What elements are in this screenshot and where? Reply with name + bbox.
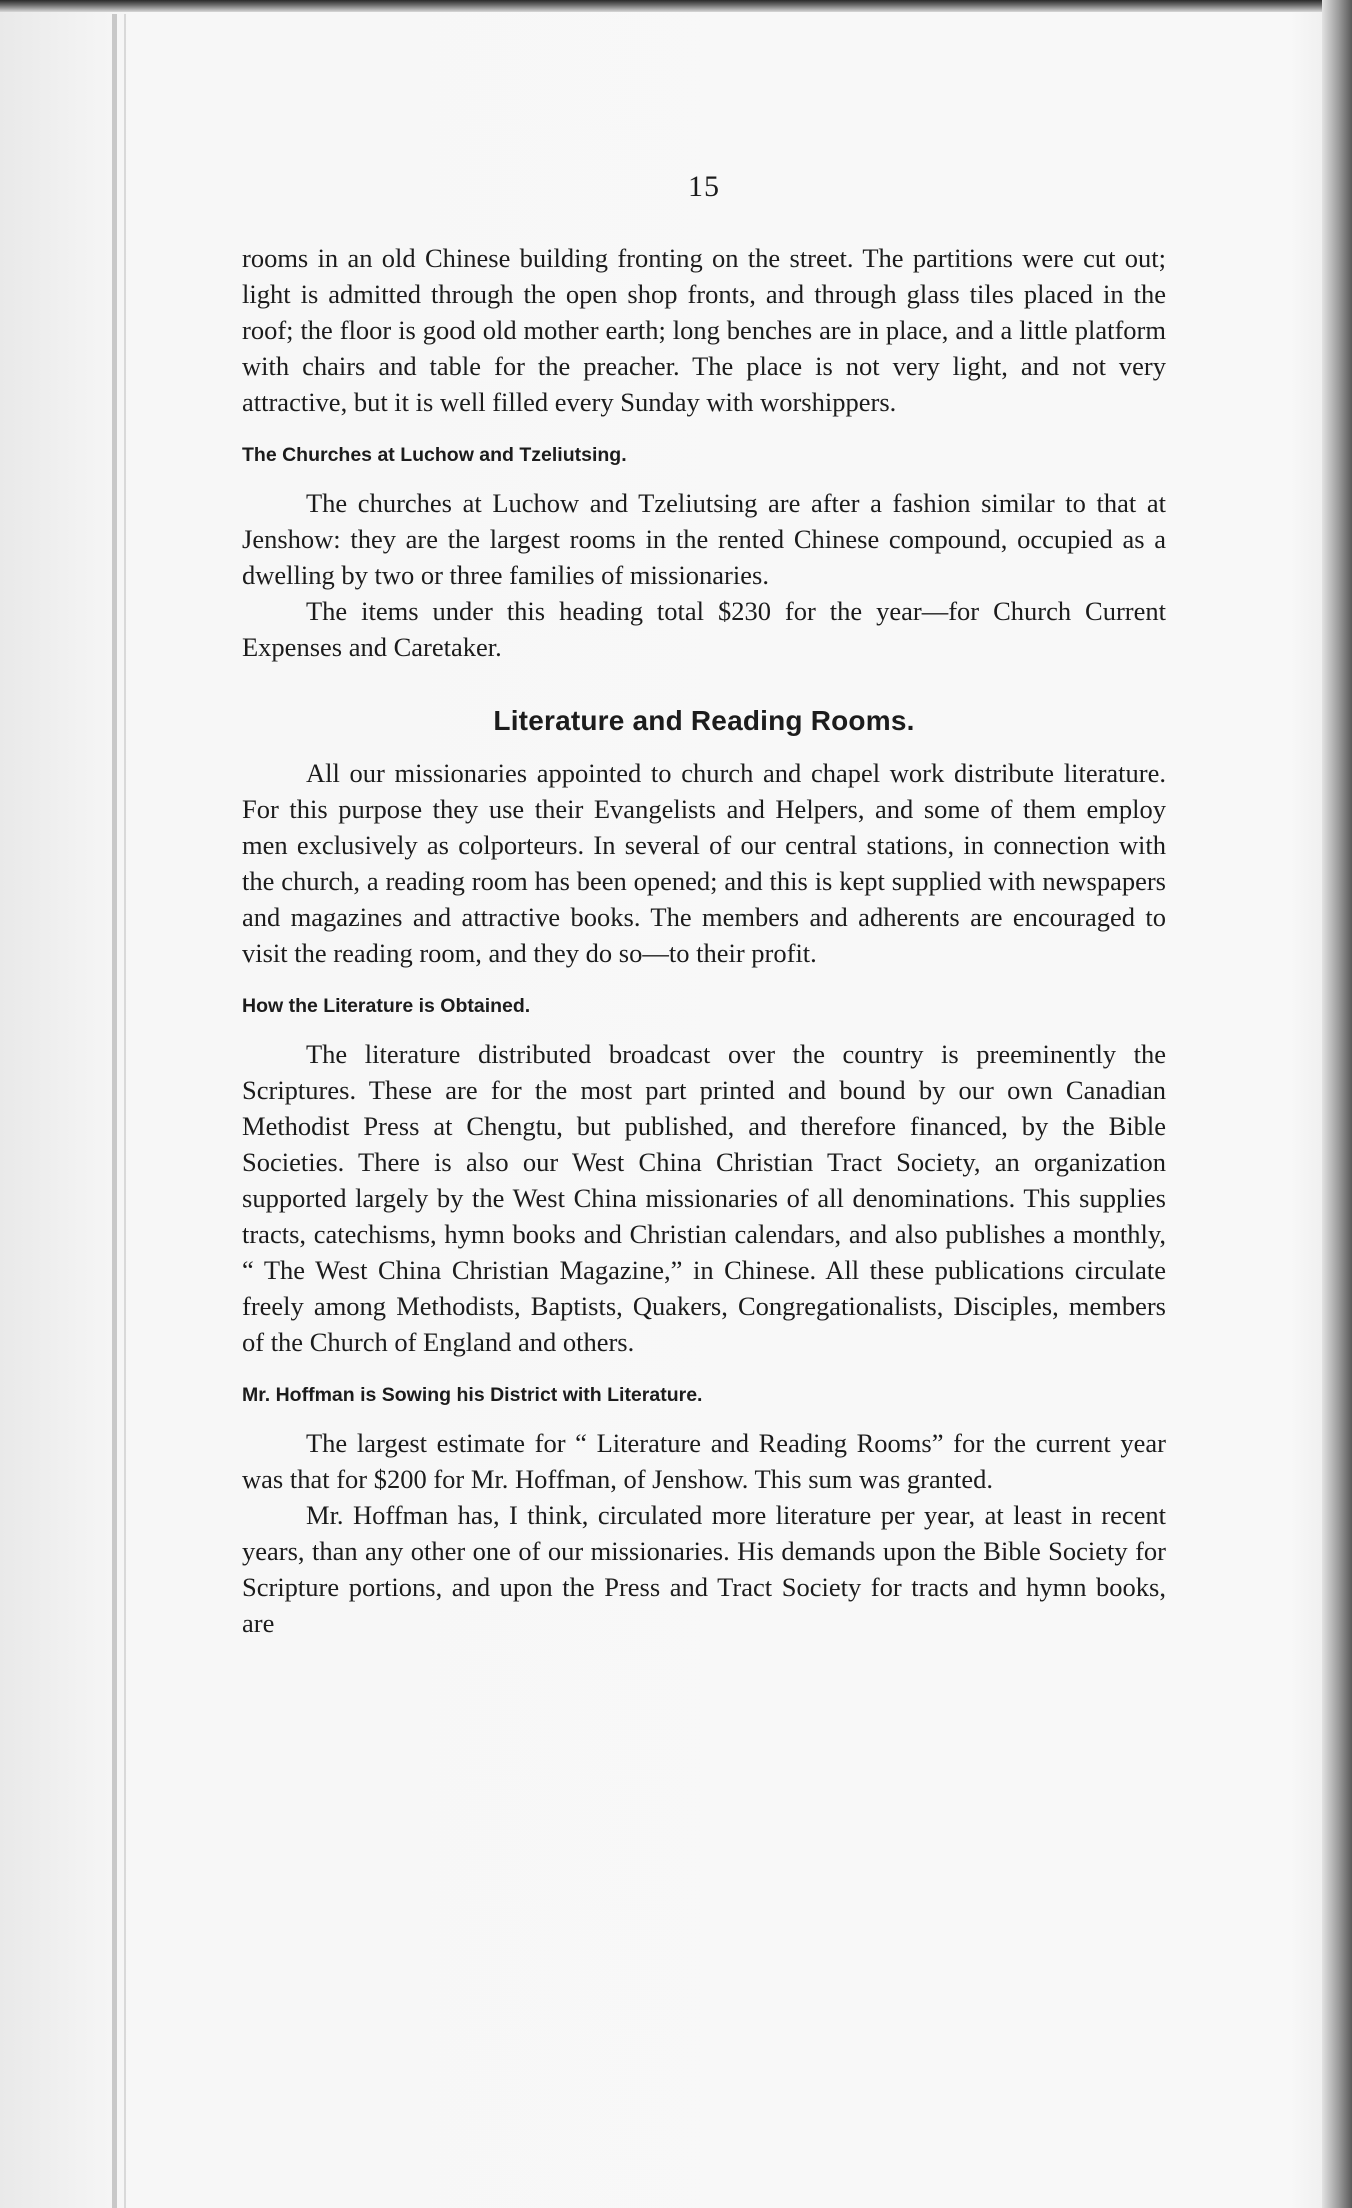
paragraph-church-expenses: The items under this heading total $230 for the year—for Church Current Expenses and Caretaker. — [242, 596, 1166, 662]
section-heading-literature: Literature and Reading Rooms. — [493, 705, 915, 736]
paragraph-jenshow-rooms: rooms in an old Chinese building fronting on the street. The partitions were cut out; light is admitted through the open shop fronts, and through glass tiles placed in the roof; the floor is good old mother earth; long benches are in place, and a little platform with chairs and table for the preacher. The place is not very light, and not very attractive, but it is well filled every Sunday with worshippers. — [242, 243, 1166, 417]
subheading-luchow-tzeliutsing: The Churches at Luchow and Tzeliutsing. — [242, 444, 627, 466]
paragraph-distribute-literature: All our missionaries appointed to church and chapel work distribute literature. For this purpose they use their Evangelists and Helpers, and some of them employ men exclusively as colporteurs. In several of our central stations, in connection with the church, a reading room has been opened; and this is kept supplied with newspapers and magazines and attractive books. The members and adherents are encouraged to visit the reading room, and they do so—to their profit. — [242, 758, 1166, 968]
subheading-hoffman: Mr. Hoffman is Sowing his District with Literature. — [242, 1384, 703, 1406]
scan-right-edge — [1322, 0, 1352, 2208]
document-page — [242, 170, 1166, 1641]
paragraph-hoffman-estimate: The largest estimate for “ Literature and Reading Rooms” for the current year was that for $200 for Mr. Hoffman, of Jenshow. This sum was granted. — [242, 1428, 1166, 1494]
paragraph-scriptures-tract-society: The literature distributed broadcast over the country is preeminently the Scriptures. These are for the most part printed and bound by our own Canadian Methodist Press at Chengtu, but published, and therefore financed, by the Bible Societies. There is also our West China Christian Tract Society, an organization supported largely by the West China missionaries of all denominations. This supplies tracts, catechisms, hymn books and Christian calendars, and also publishes a monthly, “ The West China Christian Magazine,” in Chinese. All these publications circulate freely among Methodists, Baptists, Quakers, Congregationalists, Disciples, members of the Church of England and others. — [242, 1039, 1166, 1357]
scan-left-binding-shadow — [124, 14, 126, 2208]
scan-left-binding — [112, 14, 117, 2208]
subheading-literature-obtained: How the Literature is Obtained. — [242, 995, 531, 1017]
page-number: 15 — [688, 170, 720, 203]
paragraph-luchow-churches: The churches at Luchow and Tzeliutsing are after a fashion similar to that at Jenshow: they are the largest rooms in the rented Chinese compound, occupied as a dwelling by two or three families of missionaries. — [242, 488, 1166, 590]
paragraph-hoffman-circulation: Mr. Hoffman has, I think, circulated more literature per year, at least in recent years, than any other one of our missionaries. His demands upon the Bible Society for Scripture portions, and upon the Press and Tract Society for tracts and hymn books, are — [242, 1500, 1166, 1638]
scan-top-edge — [0, 0, 1352, 12]
